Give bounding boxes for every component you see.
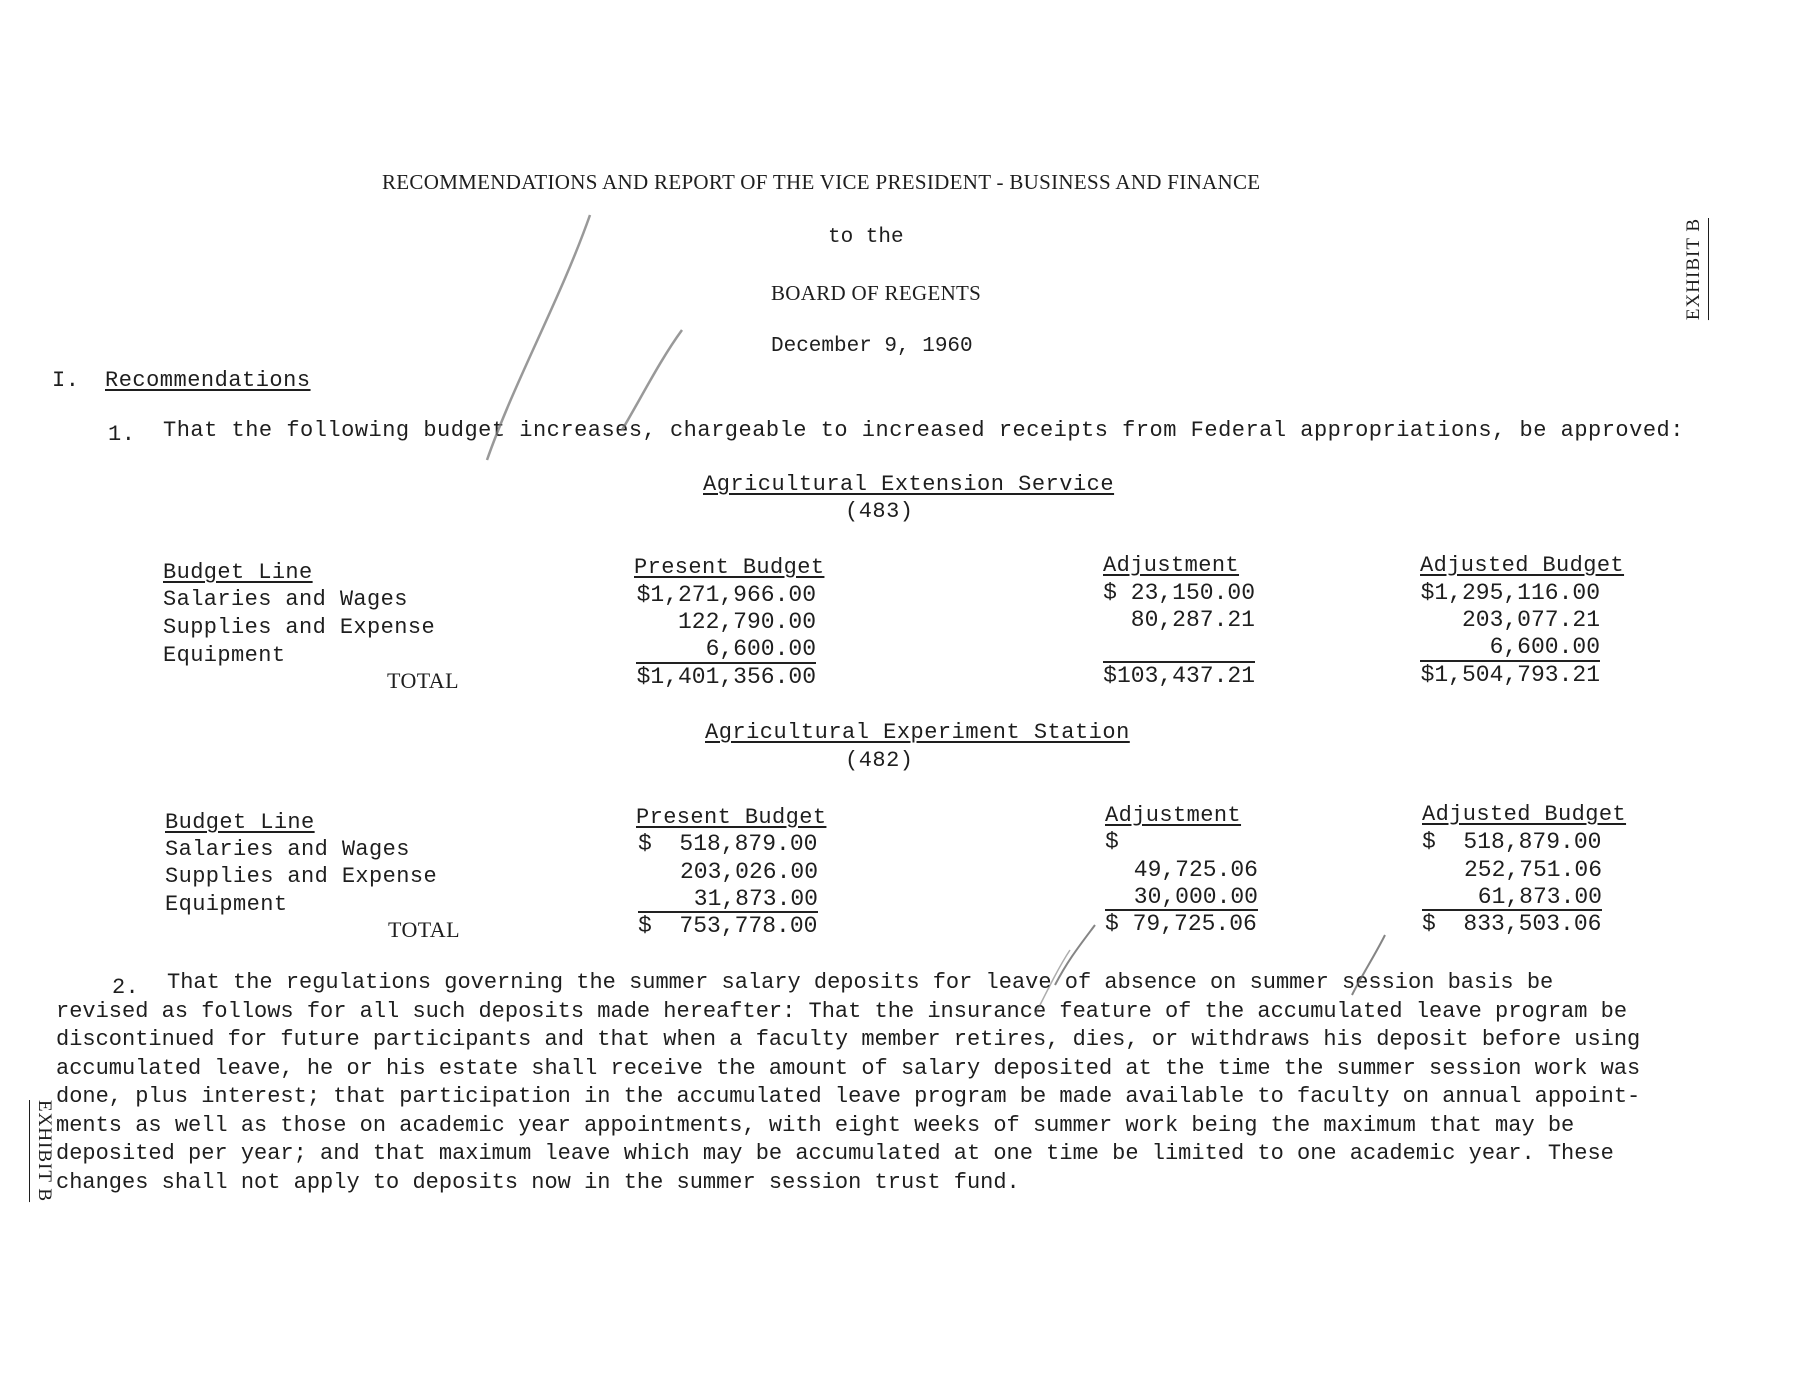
col-header-adjustment: Adjustment — [1103, 553, 1240, 578]
exhibit-label-left: EXHIBIT B — [34, 1100, 55, 1203]
paragraph-line: accumulated leave, he or his estate shall receive the amount of salary deposited at the time the summer session work was — [56, 1055, 1641, 1081]
cell-adjusted: 6,600.00 — [1489, 634, 1600, 660]
total-label: TOTAL — [387, 668, 459, 693]
total-label: TOTAL — [388, 917, 460, 942]
to-the-line: to the — [828, 226, 904, 249]
paragraph-line: ments as well as those on academic year appointments, with eight weeks of summer work being the maximum that may be — [56, 1112, 1575, 1138]
exhibit-label-right: EXHIBIT B — [1683, 218, 1704, 321]
cell-present: 203,026.00 — [679, 859, 818, 885]
paragraph-line: discontinued for future participants and that when a faculty member retires, dies, or withdraws his deposit before using — [56, 1027, 1641, 1052]
row-label: Salaries and Wages — [165, 837, 410, 862]
cell-adjustment: 80,287.21 — [1130, 607, 1255, 633]
row-label: Supplies and Expense — [163, 615, 436, 640]
col-header-budget-line: Budget Line — [163, 560, 313, 585]
board-line: BOARD OF REGENTS — [771, 281, 982, 305]
report-date: December 9, 1960 — [771, 335, 973, 358]
cell-present-total: $1,401,356.00 — [636, 664, 816, 690]
cell-present: 122,790.00 — [677, 609, 816, 635]
table-title: Agricultural Extension Service — [703, 472, 1115, 497]
item2-number: 2. — [112, 975, 140, 1000]
section-title: Recommendations — [105, 368, 311, 393]
item1-number: 1. — [108, 422, 136, 447]
cell-present: $1,271,966.00 — [636, 582, 816, 608]
item1-text: That the following budget increases, chargeable to increased receipts from Federal appropriations, be approved: — [163, 418, 1684, 443]
col-header-present-budget: Present Budget — [634, 555, 825, 580]
row-label: Supplies and Expense — [165, 864, 438, 889]
col-header-budget-line: Budget Line — [165, 810, 315, 835]
paragraph-line: That the regulations governing the summer salary deposits for leave of absence on summer session basis be — [167, 970, 1554, 995]
cell-adjusted: 61,873.00 — [1477, 884, 1602, 910]
cell-present: 31,873.00 — [693, 886, 818, 912]
cell-present: $ 518,879.00 — [638, 831, 818, 857]
row-label: Salaries and Wages — [163, 587, 408, 612]
col-header-adjusted-budget: Adjusted Budget — [1420, 553, 1625, 578]
col-header-present-budget: Present Budget — [636, 805, 827, 830]
cell-present-total: $ 753,778.00 — [638, 913, 818, 939]
cell-adjustment: $ — [1105, 829, 1119, 855]
cell-adjustment: 49,725.06 — [1133, 857, 1258, 883]
table-title: Agricultural Experiment Station — [705, 720, 1130, 745]
report-title: RECOMMENDATIONS AND REPORT OF THE VICE PRESIDENT - BUSINESS AND FINANCE — [382, 170, 1261, 194]
cell-adjusted: $1,295,116.00 — [1420, 580, 1600, 606]
col-header-adjustment: Adjustment — [1105, 803, 1242, 828]
cell-adjusted-total: $ 833,503.06 — [1422, 911, 1602, 937]
paragraph-line: done, plus interest; that participation in the accumulated leave program be made available to faculty on annual appoint- — [56, 1084, 1641, 1109]
cell-adjustment: $ 23,150.00 — [1103, 580, 1255, 606]
cell-present: 6,600.00 — [705, 636, 816, 662]
section-number: I. — [52, 368, 80, 393]
row-label: Equipment — [165, 892, 288, 917]
cell-adjusted: 203,077.21 — [1461, 607, 1600, 633]
cell-adjustment: 30,000.00 — [1133, 884, 1258, 910]
paragraph-line: deposited per year; and that maximum leave which may be accumulated at one time be limited to one academic year. These — [56, 1141, 1614, 1166]
table-code: (483) — [845, 499, 914, 524]
table-code: (482) — [845, 748, 914, 773]
row-label: Equipment — [163, 643, 286, 668]
cell-adjustment-total: $ 79,725.06 — [1105, 911, 1257, 937]
paragraph-line: changes shall not apply to deposits now in the summer session trust fund. — [56, 1169, 1020, 1195]
cell-adjusted: 252,751.06 — [1463, 857, 1602, 883]
cell-adjustment-total: $103,437.21 — [1103, 663, 1255, 689]
col-header-adjusted-budget: Adjusted Budget — [1422, 802, 1627, 827]
pencil-stroke — [622, 330, 682, 430]
cell-adjusted: $ 518,879.00 — [1422, 829, 1602, 855]
paragraph-line: revised as follows for all such deposits made hereafter: That the insurance feature of the accumulated leave program be — [56, 998, 1628, 1024]
item2-paragraph — [56, 969, 1716, 1197]
cell-adjusted-total: $1,504,793.21 — [1420, 662, 1600, 688]
